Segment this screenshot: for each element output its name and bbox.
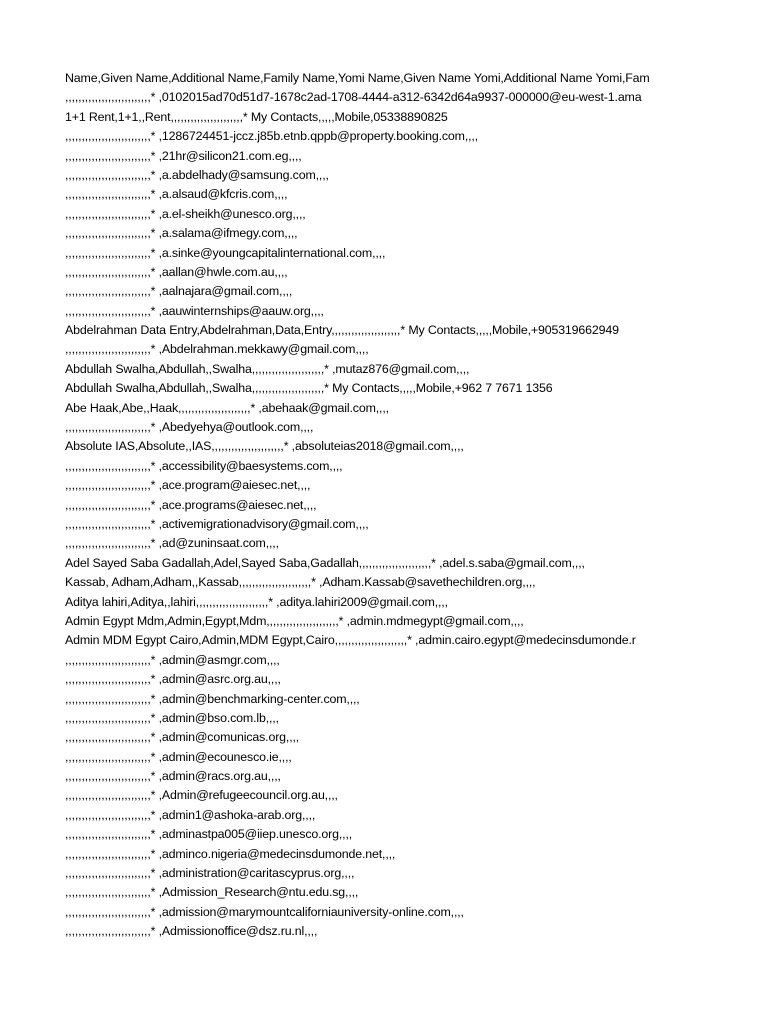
csv-record-line: ,,,,,,,,,,,,,,,,,,,,,,,,,,* ,Admissionoffice@dsz.ru.nl,,,, [65, 924, 318, 939]
csv-record-line: Aditya lahiri,Aditya,,lahiri,,,,,,,,,,,,,,,,,,,,,,* ,aditya.lahiri2009@gmail.com,,,, [65, 594, 448, 609]
csv-record-line: ,,,,,,,,,,,,,,,,,,,,,,,,,,* ,a.abdelhady@samsung.com,,,, [65, 167, 329, 182]
csv-record-line: Admin MDM Egypt Cairo,Admin,MDM Egypt,Cairo,,,,,,,,,,,,,,,,,,,,,,* ,admin.cairo.egypt@medecinsdumonde.r [65, 633, 636, 648]
csv-record-line: ,,,,,,,,,,,,,,,,,,,,,,,,,,* ,admin@asrc.org.au,,,, [65, 672, 281, 687]
csv-record-line: Admin Egypt Mdm,Admin,Egypt,Mdm,,,,,,,,,,,,,,,,,,,,,,* ,admin.mdmegypt@gmail.com,,,, [65, 613, 524, 628]
csv-record-line: ,,,,,,,,,,,,,,,,,,,,,,,,,,* ,ace.programs@aiesec.net,,,, [65, 497, 317, 512]
csv-record-line: ,,,,,,,,,,,,,,,,,,,,,,,,,,* ,admin@comunicas.org,,,, [65, 730, 300, 745]
csv-record-line: ,,,,,,,,,,,,,,,,,,,,,,,,,,* ,aallan@hwle.com.au,,,, [65, 264, 288, 279]
csv-record-line: 1+1 Rent,1+1,,Rent,,,,,,,,,,,,,,,,,,,,,,* My Contacts,,,,,Mobile,05338890825 [65, 109, 448, 124]
csv-record-line: ,,,,,,,,,,,,,,,,,,,,,,,,,,* ,Abedyehya@outlook.com,,,, [65, 420, 314, 435]
csv-record-line: Kassab, Adham,Adham,,Kassab,,,,,,,,,,,,,,,,,,,,,,* ,Adham.Kassab@savethechildren.org,,,, [65, 575, 536, 590]
csv-record-line: ,,,,,,,,,,,,,,,,,,,,,,,,,,* ,0102015ad70d51d7-1678c2ad-1708-4444-a312-6342d64a9937-000000@eu-west-1.ama [65, 90, 642, 105]
csv-record-line: ,,,,,,,,,,,,,,,,,,,,,,,,,,* ,a.salama@ifmegy.com,,,, [65, 226, 298, 241]
csv-record-line: ,,,,,,,,,,,,,,,,,,,,,,,,,,* ,adminco.nigeria@medecinsdumonde.net,,,, [65, 846, 396, 861]
csv-record-line: ,,,,,,,,,,,,,,,,,,,,,,,,,,* ,Admission_Research@ntu.edu.sg,,,, [65, 885, 359, 900]
csv-record-line: ,,,,,,,,,,,,,,,,,,,,,,,,,,* ,aalnajara@gmail.com,,,, [65, 284, 293, 299]
csv-record-line: ,,,,,,,,,,,,,,,,,,,,,,,,,,* ,Admin@refugeecouncil.org.au,,,, [65, 788, 338, 803]
csv-record-line: ,,,,,,,,,,,,,,,,,,,,,,,,,,* ,ace.program@aiesec.net,,,, [65, 478, 311, 493]
csv-record-line: ,,,,,,,,,,,,,,,,,,,,,,,,,,* ,admin@racs.org.au,,,, [65, 769, 281, 784]
csv-record-line: ,,,,,,,,,,,,,,,,,,,,,,,,,,* ,admin@asmgr.com,,,, [65, 652, 280, 667]
csv-record-line: ,,,,,,,,,,,,,,,,,,,,,,,,,,* ,activemigrationadvisory@gmail.com,,,, [65, 516, 369, 531]
csv-record-line: ,,,,,,,,,,,,,,,,,,,,,,,,,,* ,Abdelrahman.mekkawy@gmail.com,,,, [65, 342, 369, 357]
csv-header-line: Name,Given Name,Additional Name,Family Name,Yomi Name,Given Name Yomi,Additional Name Yomi,Fam [65, 71, 650, 85]
csv-record-line: ,,,,,,,,,,,,,,,,,,,,,,,,,,* ,a.sinke@youngcapitalinternational.com,,,, [65, 245, 386, 260]
csv-record-line: Abdullah Swalha,Abdullah,,Swalha,,,,,,,,,,,,,,,,,,,,,,* ,mutaz876@gmail.com,,,, [65, 361, 470, 376]
csv-record-line: ,,,,,,,,,,,,,,,,,,,,,,,,,,* ,21hr@silicon21.com.eg,,,, [65, 148, 302, 163]
csv-record-line: Absolute IAS,Absolute,,IAS,,,,,,,,,,,,,,,,,,,,,,* ,absoluteias2018@gmail.com,,,, [65, 439, 464, 454]
csv-record-line: ,,,,,,,,,,,,,,,,,,,,,,,,,,* ,administration@caritascyprus.org,,,, [65, 866, 355, 881]
csv-record-line: ,,,,,,,,,,,,,,,,,,,,,,,,,,* ,accessibility@baesystems.com,,,, [65, 458, 343, 473]
csv-record-line: Abe Haak,Abe,,Haak,,,,,,,,,,,,,,,,,,,,,,* ,abehaak@gmail.com,,,, [65, 400, 389, 415]
csv-record-line: ,,,,,,,,,,,,,,,,,,,,,,,,,,* ,admin@benchmarking-center.com,,,, [65, 691, 360, 706]
csv-record-line: ,,,,,,,,,,,,,,,,,,,,,,,,,,* ,admin1@ashoka-arab.org,,,, [65, 807, 316, 822]
csv-record-line: ,,,,,,,,,,,,,,,,,,,,,,,,,,* ,a.el-sheikh@unesco.org,,,, [65, 206, 306, 221]
csv-record-line: ,,,,,,,,,,,,,,,,,,,,,,,,,,* ,admission@marymountcaliforniauniversity-online.com,,,, [65, 904, 464, 919]
csv-record-line: Abdullah Swalha,Abdullah,,Swalha,,,,,,,,,,,,,,,,,,,,,,* My Contacts,,,,,Mobile,+962 7 7671 1356 [65, 381, 553, 396]
csv-record-line: ,,,,,,,,,,,,,,,,,,,,,,,,,,* ,admin@ecounesco.ie,,,, [65, 749, 292, 764]
csv-record-line: ,,,,,,,,,,,,,,,,,,,,,,,,,,* ,admin@bso.com.lb,,,, [65, 710, 279, 725]
csv-record-line: ,,,,,,,,,,,,,,,,,,,,,,,,,,* ,1286724451-jccz.j85b.etnb.qppb@property.booking.com,,,, [65, 129, 479, 144]
csv-record-line: ,,,,,,,,,,,,,,,,,,,,,,,,,,* ,a.alsaud@kfcris.com,,,, [65, 187, 288, 202]
csv-record-line: ,,,,,,,,,,,,,,,,,,,,,,,,,,* ,aauwinternships@aauw.org,,,, [65, 303, 324, 318]
csv-record-line: Adel Sayed Saba Gadallah,Adel,Sayed Saba,Gadallah,,,,,,,,,,,,,,,,,,,,,,* ,adel.s.saba@gmail.com,,,, [65, 555, 585, 570]
csv-text-block [65, 69, 671, 942]
csv-record-line: Abdelrahman Data Entry,Abdelrahman,Data,Entry,,,,,,,,,,,,,,,,,,,,,* My Contacts,,,,,Mobile,+905319662949 [65, 323, 619, 338]
csv-record-line: ,,,,,,,,,,,,,,,,,,,,,,,,,,* ,ad@zuninsaat.com,,,, [65, 536, 279, 551]
csv-record-line: ,,,,,,,,,,,,,,,,,,,,,,,,,,* ,adminastpa005@iiep.unesco.org,,,, [65, 827, 353, 842]
